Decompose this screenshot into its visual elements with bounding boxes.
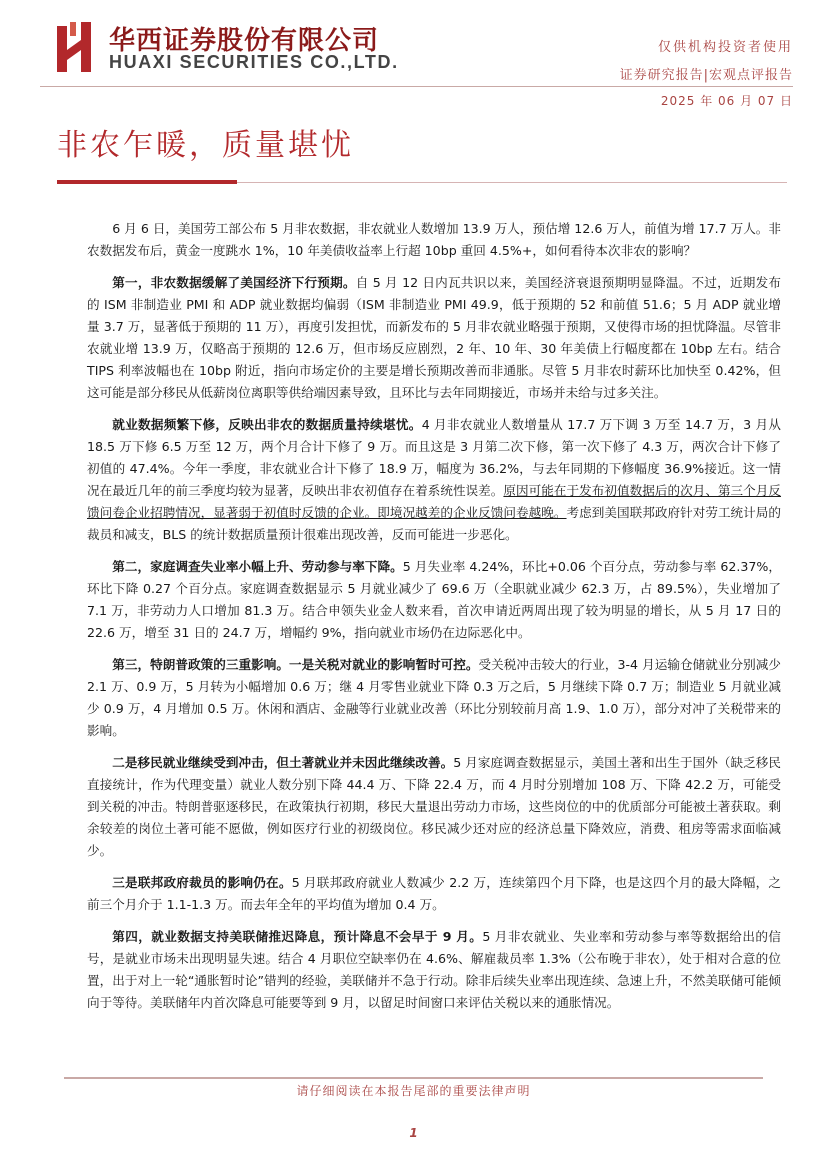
report-type: 证券研究报告|宏观点评报告	[619, 68, 793, 83]
company-name-en: HUAXI SECURITIES CO.,LTD.	[109, 52, 399, 72]
paragraph-text: 受关税冲击较大的行业，3-4 月运输仓储就业分别减少 2.1 万、0.9 万，5 月转为小幅增加 0.6 万；继 4 月零售业就业下降 0.3 万之后，5 月继续下降 0.7 万；制造业 5 月就业减少 0.9 万，4 月增加 0.5 万。休闲和酒店、金融等行业就业改善（环比分别较前月高 1.9、1.0 万），部分对冲了关税带来的影响。	[87, 657, 782, 738]
report-body	[87, 218, 781, 1024]
audience-note: 仅供机构投资者使用	[657, 40, 793, 55]
paragraph-heading: 第四，就业数据支持美联储推迟降息，预计降息不会早于 9 月。	[112, 929, 483, 944]
paragraph-heading: 第一，非农数据缓解了美国经济下行预期。	[112, 275, 356, 290]
header-divider	[40, 86, 793, 87]
paragraph-text: 5 月家庭调查数据显示，美国土著和出生于国外（缺乏移民直接统计，作为代理变量）就业人数分别下降 44.4 万、下降 22.4 万，而 4 月时分别增加 108 万、下降 42.2 万，可能受到关税的冲击。特朗普驱逐移民，在政策执行初期，移民大量退出劳动力市场，这些岗位的中的优质部分可能被土著获取。剩余较差的岗位土著可能不愿做，例如医疗行业的初级岗位。移民减少还对应的经济总量下降效应，消费、租房等需求面临减少。	[87, 755, 781, 858]
paragraph-text: 5 月联邦政府就业人数减少 2.2 万，连续第四个月下降，也是这四个月的最大降幅，之前三个月介于 1.1-1.3 万。而去年全年的平均值为增加 0.4 万。	[87, 875, 781, 912]
paragraph-revisions	[87, 414, 781, 546]
huaxi-logo-icon	[57, 22, 95, 72]
page-title: 非农乍暖，质量堪忧	[57, 128, 354, 163]
paragraph-heading: 三是联邦政府裁员的影响仍在。	[112, 875, 292, 890]
paragraph-text: 自 5 月 12 日内瓦共识以来，美国经济衰退预期明显降温。不过，近期发布的 ISM 非制造业 PMI 和 ADP 就业数据均偏弱（ISM 非制造业 PMI 49.9，低于预期的 52 和前值 51.6；5 月 ADP 就业增量 3.7 万，显著低于预期的 11 万），再度引发担忧，而新发布的 5 月非农就业略强于预期，又使得市场的担忧降温。尽管非农就业增 13.9 万，仅略高于预期的 12.6 万，但市场反应剧烈，2 年、10 年、30 年美债上行幅度都在 10bp 左右。结合 TIPS 利率波幅也在 10bp 附近，指向市场定价的主要是增长预期改善而非通胀。尽管 5 月非农时薪环比加快至 0.42%，但这可能是部分移民从低薪岗位离职等供给端因素导致，且环比与去年同期接近，市场并未给与过多关注。	[87, 275, 781, 400]
paragraph-text: 4 月非农就业人数增量从 17.7 万下调 3 万至 14.7 万，3 月从 18.5 万下修 6.5 万至 12 万，两个月合计下修了 9 万。而且这是 3 月第二次下修，第一次下修了 4.3 万，两次合计下修了初值的 47.4%。今年一季度，非农就业合计下修了 18.9 万，幅度为 36.2%，与去年同期的下修幅度 36.9%接近。这一情况在最近几年的前三季度均较为显著，反映出非农初值存在着系统性误差。	[87, 417, 781, 498]
paragraph-heading: 第三，特朗普政策的三重影响。一是关税对就业的影响暂时可控。	[112, 657, 479, 672]
paragraph-heading: 二是移民就业继续受到冲击，但土著就业并未因此继续改善。	[112, 755, 454, 770]
paragraph-third-point	[87, 654, 781, 742]
paragraph-federal	[87, 872, 781, 916]
title-underline-accent	[57, 180, 237, 184]
paragraph-intro	[87, 218, 781, 262]
paragraph-text: 5 月失业率 4.24%，环比+0.06 个百分点，劳动参与率 62.37%，环比下降 0.27 个百分点。家庭调查数据显示 5 月就业减少了 69.6 万（全职就业减少 62.3 万，占 89.5%），失业增加了 7.1 万，非劳动力人口增加 81.3 万。结合申领失业金人数来看，首次申请近两周出现了较为明显的增长，从 5 月 17 日的 22.6 万，增至 31 日的 24.7 万，增幅约 9%，指向就业市场仍在边际恶化中。	[87, 559, 781, 640]
company-name-cn: 华西证券股份有限公司	[109, 26, 380, 56]
legal-disclaimer-note: 请仔细阅读在本报告尾部的重要法律声明	[296, 1084, 531, 1098]
underlined-text: 原因可能在于发布初值数据后的次月、第三个月反馈问卷企业招聘情况，显著弱于初值时反馈的企业。即境况越差的企业反馈问卷越晚。	[87, 483, 782, 520]
title-underline	[237, 182, 787, 183]
paragraph-first-point	[87, 272, 781, 404]
footer-divider	[64, 1077, 763, 1079]
paragraph-fourth-point	[87, 926, 781, 1014]
report-date: 2025 年 06 月 07 日	[660, 94, 793, 108]
paragraph-text: 5 月非农就业、失业率和劳动参与率等数据给出的信号，是就业市场未出现明显失速。结合 4 月职位空缺率仍在 4.6%、解雇裁员率 1.3%（公布晚于非农），处于相对合意的位置，出于对上一轮“通胀暂时论”错判的经验，美联储并不急于行动。除非后续失业率出现连续、急速上升，不然美联储可能倾向于等待。美联储年内首次降息可能要等到 9 月，以留足时间窗口来评估关税以来的通胀情况。	[87, 929, 781, 1010]
paragraph-immigration	[87, 752, 781, 862]
page-number: 1	[409, 1126, 418, 1140]
paragraph-text: 考虑到美国联邦政府针对劳工统计局的裁员和减支，BLS 的统计数据质量预计很难出现改善，反而可能进一步恶化。	[87, 505, 782, 542]
paragraph-heading: 就业数据频繁下修，反映出非农的数据质量持续堪忧。	[112, 417, 422, 432]
paragraph-heading: 第二，家庭调查失业率小幅上升、劳动参与率下降。	[112, 559, 403, 574]
paragraph-text: 6 月 6 日，美国劳工部公布 5 月非农数据，非农就业人数增加 13.9 万人，预估增 12.6 万人，前值为增 17.7 万人。非农数据发布后，黄金一度跳水 1%，10 年美债收益率上行超 10bp 重回 4.5%+，如何看待本次非农的影响？	[87, 221, 781, 258]
paragraph-second-point	[87, 556, 781, 644]
